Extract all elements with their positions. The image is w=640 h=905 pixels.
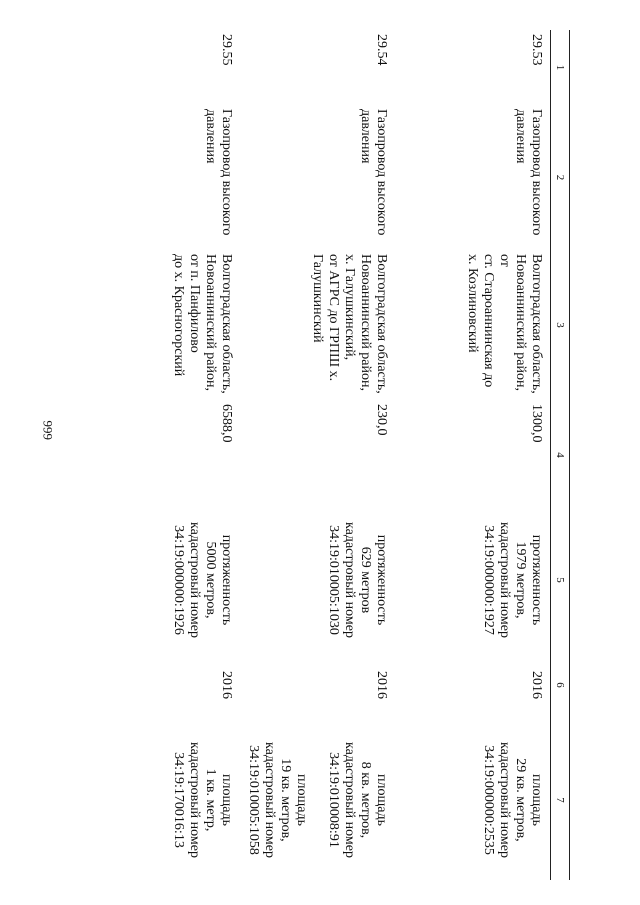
rotated-table-container bbox=[90, 30, 570, 880]
object-characteristics: протяженность 5000 метров, кадастровый номер 34:19:000000:1926 bbox=[171, 522, 235, 638]
column-header: 7 bbox=[551, 720, 570, 880]
header-row bbox=[551, 30, 570, 880]
column-header: 3 bbox=[551, 250, 570, 400]
column-header: 6 bbox=[551, 650, 570, 720]
object-name: Газопровод высокого давления bbox=[203, 109, 235, 236]
object-value: 6588,0 bbox=[219, 404, 235, 443]
object-name: Газопровод высокого давления bbox=[513, 109, 544, 236]
table-row bbox=[396, 30, 551, 880]
registry-table bbox=[86, 30, 571, 880]
column-header: 4 bbox=[551, 400, 570, 510]
object-year: 2016 bbox=[374, 671, 390, 699]
row-number: 29.53 bbox=[529, 34, 544, 66]
row-number: 29.54 bbox=[374, 34, 390, 66]
object-location: Волгоградская область, Новоаннинский район, х. Галушкинский, от АГРС до ГРПШ х. Галушкинский bbox=[310, 254, 390, 394]
row-number: 29.55 bbox=[219, 34, 235, 66]
object-notes: площадь 29 кв. метров, кадастровый номер 34:19:000000:2535 bbox=[481, 742, 544, 858]
object-notes: площадь 8 кв. метров, кадастровый номер 34:19:010008:91 площадь 19 кв. метров, кадастровый номер 34:19:010005:1058 bbox=[246, 742, 390, 858]
object-location: Волгоградская область, Новоаннинский район, от п. Панфилово до х. Красногорский bbox=[171, 254, 235, 394]
object-notes: площадь 1 кв. метр, кадастровый номер 34:19:170016:13 bbox=[171, 742, 235, 858]
object-year: 2016 bbox=[529, 671, 544, 699]
column-header: 5 bbox=[551, 510, 570, 650]
page-number: 666 bbox=[40, 420, 55, 440]
object-year: 2016 bbox=[219, 671, 235, 699]
table-row bbox=[86, 30, 241, 880]
column-header: 1 bbox=[551, 30, 570, 105]
object-value: 1300,0 bbox=[529, 404, 544, 443]
object-name: Газопровод высокого давления bbox=[358, 109, 390, 236]
table-row bbox=[241, 30, 396, 880]
object-characteristics: протяженность 1979 метров, кадастровый номер 34:19:000000:1927 bbox=[481, 522, 544, 638]
object-characteristics: протяженность 629 метров кадастровый номер 34:19:010005:1030 bbox=[326, 522, 390, 638]
column-header: 2 bbox=[551, 105, 570, 250]
object-location: Волгоградская область, Новоаннинский район, от ст. Староаннинская до х. Козлиновский bbox=[465, 254, 544, 394]
object-value: 230,0 bbox=[374, 404, 390, 436]
